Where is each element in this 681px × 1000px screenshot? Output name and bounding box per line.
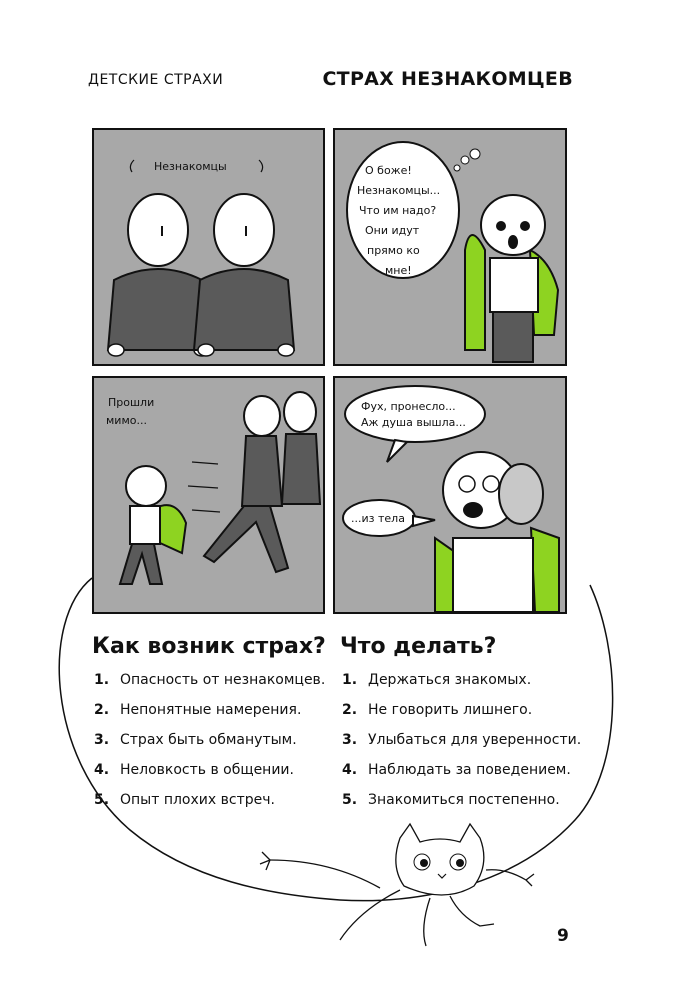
comic-panel-3	[92, 376, 325, 614]
list-text: Непонятные намерения.	[120, 702, 302, 718]
list-item	[342, 762, 581, 792]
actions-list	[342, 672, 581, 822]
speech-1-line-2: Аж душа вышла...	[361, 416, 466, 429]
comic-panel-1	[92, 128, 325, 366]
panel-3-drawing	[94, 378, 323, 612]
right-column-title: Что делать?	[340, 634, 497, 659]
list-number: 1.	[342, 672, 358, 688]
list-item	[342, 702, 581, 732]
list-text: Опасность от незнакомцев.	[120, 672, 326, 688]
list-text: Страх быть обманутым.	[120, 732, 297, 748]
list-item	[342, 672, 581, 702]
list-item	[94, 672, 325, 702]
thought-line-1: О боже!	[365, 164, 412, 177]
thought-line-3: Что им надо?	[359, 204, 437, 217]
thought-line-5: прямо ко	[367, 244, 420, 257]
list-number: 2.	[342, 702, 358, 718]
list-number: 3.	[342, 732, 358, 748]
list-text: Держаться знакомых.	[368, 672, 532, 688]
speech-2: ...из тела	[351, 512, 405, 525]
panel-1-drawing	[94, 130, 323, 364]
chapter-title: СТРАХ НЕЗНАКОМЦЕВ	[322, 68, 573, 90]
causes-list	[94, 672, 325, 822]
panel-3-caption-line-1: Прошли	[108, 396, 155, 409]
panel-2-drawing	[335, 130, 565, 364]
thought-line-4: Они идут	[365, 224, 420, 237]
list-text: Опыт плохих встреч.	[120, 792, 275, 808]
list-number: 5.	[94, 792, 110, 808]
list-item	[342, 732, 581, 762]
comic-panel-2	[333, 128, 567, 366]
list-number: 1.	[94, 672, 110, 688]
list-text: Не говорить лишнего.	[368, 702, 533, 718]
list-number: 3.	[94, 732, 110, 748]
list-number: 2.	[94, 702, 110, 718]
speech-1-line-1: Фух, пронесло...	[361, 400, 456, 413]
page-number: 9	[557, 926, 569, 946]
list-item	[94, 792, 325, 822]
list-text: Знакомиться постепенно.	[368, 792, 560, 808]
list-item	[94, 762, 325, 792]
section-header: ДЕТСКИЕ СТРАХИ	[88, 72, 224, 88]
thought-line-6: мне!	[385, 264, 412, 277]
list-text: Наблюдать за поведением.	[368, 762, 571, 778]
comic-panel-4	[333, 376, 567, 614]
thought-line-2: Незнакомцы...	[357, 184, 441, 197]
left-column-title: Как возник страх?	[92, 634, 326, 659]
panel-1-caption: Незнакомцы	[154, 160, 227, 173]
list-number: 4.	[342, 762, 358, 778]
list-item	[94, 732, 325, 762]
panel-3-caption-line-2: мимо...	[106, 414, 147, 427]
list-number: 5.	[342, 792, 358, 808]
panel-4-drawing	[335, 378, 565, 612]
list-text: Улыбаться для уверенности.	[368, 732, 582, 748]
list-number: 4.	[94, 762, 110, 778]
list-text: Неловкость в общении.	[120, 762, 294, 778]
list-item	[342, 792, 581, 822]
list-item	[94, 702, 325, 732]
cat-illustration	[250, 820, 540, 950]
